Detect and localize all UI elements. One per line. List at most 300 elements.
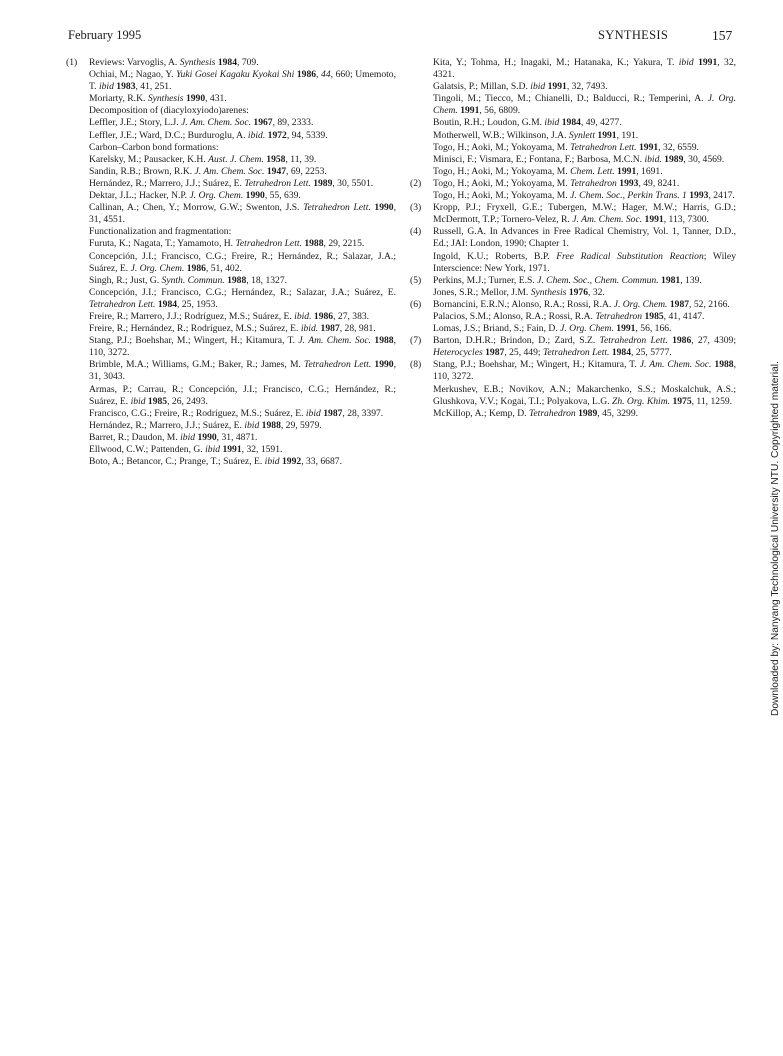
journal-name: ibid — [264, 456, 280, 468]
citation-text: , — [663, 310, 669, 322]
citation-text: , 251. — [149, 81, 172, 93]
citation-text: 31 — [89, 371, 99, 383]
citation-text: 660; Umemoto, T. — [89, 69, 397, 93]
header-date: February 1995 — [68, 28, 142, 42]
citation-text: 1984 — [217, 57, 238, 68]
citation-entry — [433, 275, 736, 287]
journal-name: Tetrahedron — [528, 407, 576, 419]
citation-text: , 1591. — [256, 444, 283, 455]
reference-number: (5) — [410, 274, 422, 286]
citation-text: 1991 — [644, 214, 664, 226]
citation-text: , — [691, 395, 697, 407]
citation-text: , — [597, 407, 603, 419]
citation-text: 1986 — [296, 69, 317, 81]
citation-text: , 6687. — [315, 456, 342, 468]
reference-number: (3) — [410, 202, 422, 214]
citation-entry — [89, 384, 396, 408]
citation-text: 110 — [89, 347, 104, 359]
journal-name: J. Am. Chem. Soc. — [572, 214, 643, 226]
citation-text: Stang, P.J.; Boehshar, M.; Wingert, H.; Kitamura, T. — [433, 359, 640, 371]
citation-text: , 5501. — [346, 177, 374, 189]
citation-text: 1989 — [578, 407, 598, 419]
citation-text: , — [216, 431, 222, 443]
citation-text: , 3397. — [356, 407, 384, 419]
citation-entry — [433, 359, 736, 383]
citation-text: 28 — [347, 407, 357, 419]
download-watermark: Downloaded by: Nanyang Technological University NTU. Copyrighted material. — [770, 361, 781, 716]
citation-text: Dektar, J.L.; Hacker, N.P. — [89, 190, 190, 202]
citation-text: 1981 — [661, 274, 681, 286]
citation-text: 30 — [337, 177, 347, 189]
citation-entry — [433, 202, 736, 226]
citation-text: Leffler, J.E.; Story, L.J. — [89, 117, 182, 129]
citation-text: 1987 — [485, 347, 505, 359]
citation-text: Advances in Free Radical Chemistry — [500, 226, 647, 238]
journal-name: J. Am. Chem. Soc. — [181, 117, 251, 129]
journal-name: 44, — [321, 69, 334, 81]
citation-text: , 2215. — [337, 238, 365, 250]
journal-name: J. Org. Chem. — [189, 190, 244, 202]
citation-entry — [89, 335, 396, 359]
citation-text: 30 — [688, 153, 698, 165]
citation-text: , — [638, 177, 644, 189]
journal-name: Synthesis — [530, 286, 567, 298]
citation-text: , 1691. — [636, 165, 663, 177]
citation-entry — [89, 117, 396, 129]
citation-text: , — [658, 141, 663, 153]
citation-text: 52 — [693, 298, 704, 310]
citation-text: , — [286, 129, 292, 141]
citation-text: , — [683, 153, 689, 165]
citation-text: , 4321. — [433, 57, 737, 81]
citation-text: , 4871. — [231, 431, 258, 443]
citation-text: , Vol. 1, Tanner, D.D., Ed.; JAI: London, 1990; Chapter 1. — [433, 226, 737, 250]
reference-number: (2) — [410, 177, 422, 189]
citation-text: , 5777. — [645, 347, 672, 359]
journal-name: J. Am. Chem. Soc. — [298, 335, 372, 347]
journal-name: Tetrahedron Lett. — [570, 141, 637, 153]
citation-text: Hernández, R.; Marrero, J.J.; Suárez, E. — [89, 177, 245, 189]
journal-name: Tetrahedron Lett. — [304, 359, 372, 371]
citation-text: , 166. — [649, 323, 672, 335]
journal-name: J. Chem. Soc., Chem. Commun. — [537, 274, 659, 286]
citation-text: 11 — [290, 153, 300, 165]
citation-text: , — [264, 190, 270, 202]
citation-text: Merkushev, E.B.; Novikov, A.N.; Makarchenko, S.S.; Moskalchuk, A.S.; Glushkova, V.V.; Kogai, T.I.; Polyakova, L.G. — [433, 383, 736, 407]
citation-text: , 383. — [347, 310, 370, 322]
journal-name: ibid — [678, 57, 694, 68]
citation-text: , 6809. — [493, 105, 521, 117]
citation-text: Carbon–Carbon bond formations: — [89, 141, 219, 153]
citation-text: Kita, Y.; Tohma, H.; Inagaki, M.; Hatanaka, K.; Yakura, T. — [433, 57, 679, 68]
citation-text: ; Wiley Interscience: New York, 1971. — [433, 250, 736, 274]
citation-text: , — [205, 262, 211, 274]
citation-text: 1990 — [374, 359, 394, 371]
citation-text: 49 — [585, 117, 596, 129]
citation-text: 1991 — [547, 81, 567, 93]
reference-block — [66, 57, 396, 468]
header-page-number: 157 — [712, 28, 733, 43]
citation-text: , — [504, 347, 510, 359]
journal-name: ibid. — [247, 129, 266, 141]
citation-entry — [89, 444, 396, 456]
citation-entry — [433, 178, 736, 190]
citation-text: , 191. — [616, 129, 639, 141]
reference-block — [410, 335, 736, 359]
citation-text: Ellwood, C.W.; Pattenden, G. — [89, 444, 206, 455]
citation-text: Ingold, K.U.; Roberts, B.P. — [433, 250, 557, 262]
citation-text: , — [393, 335, 396, 347]
citation-text: Francisco, C.G.; Freire, R.; Rodríguez, M.S.; Suárez, E. — [89, 407, 306, 419]
citation-entry — [89, 93, 396, 105]
reference-number: (1) — [66, 57, 78, 68]
citation-text: 1975 — [672, 395, 692, 407]
citation-entry — [433, 311, 736, 323]
citation-text: , — [241, 444, 247, 455]
citation-entry — [89, 57, 396, 69]
citation-text: 110 — [433, 371, 448, 383]
citation-text: , 4147. — [678, 310, 705, 322]
citation-text: Hernández, R.; Marrero, J.J.; Suárez, E. — [89, 419, 245, 431]
journal-name: ibid. — [294, 310, 312, 322]
journal-name: Tetrahedron Lett. — [244, 177, 311, 189]
citation-text: , 139. — [680, 274, 702, 286]
citation-text: , — [717, 57, 725, 68]
citation-entry — [433, 130, 736, 142]
citation-entry — [433, 154, 736, 166]
citation-text: 1987 — [669, 298, 690, 310]
citation-entry — [433, 190, 736, 202]
journal-name: ibid — [530, 81, 546, 93]
journal-name: ibid — [305, 407, 321, 419]
citation-text: 1984 — [561, 117, 581, 129]
citation-text: 31 — [89, 214, 99, 226]
citation-text: 31 — [221, 431, 232, 443]
reference-number: (7) — [410, 335, 422, 347]
citation-text: 1987 — [320, 323, 340, 335]
citation-text: , — [566, 81, 572, 93]
citation-text: , 5979. — [295, 419, 322, 431]
citation-text: , — [393, 359, 396, 371]
citation-text: 28 — [344, 323, 355, 335]
citation-text: 25 — [181, 298, 192, 310]
citation-entry — [89, 323, 396, 335]
citation-text: 56 — [484, 105, 494, 117]
citation-text: Moriarty, R.K. — [89, 93, 148, 105]
citation-text: Sandin, R.B.; Brown, R.K. — [89, 165, 195, 177]
citation-text: Armas, P.; Carrau, R.; Concepción, J.I.; Francisco, C.G.; Hernández, R.; Suárez, E. — [89, 383, 396, 407]
journal-name: ibid — [205, 444, 221, 455]
citation-text: 51 — [210, 262, 221, 274]
journal-name: ibid — [98, 81, 114, 93]
references-left-column — [66, 57, 396, 468]
citation-text: , — [635, 323, 641, 335]
citation-text: 25 — [509, 347, 519, 359]
citation-text: , 5339. — [301, 129, 328, 141]
citation-text: Bornancini, E.R.N.; Alonso, R.A.; Rossi, R.A. — [433, 298, 614, 310]
citation-entry — [89, 226, 396, 238]
citation-text: 1987 — [323, 407, 343, 419]
citation-text: 1986 — [313, 310, 334, 322]
citation-entry — [433, 335, 736, 359]
citation-text: , 1259. — [705, 395, 733, 407]
citation-text: , — [580, 117, 586, 129]
citation-text: 1991 — [460, 105, 480, 117]
citation-text: , 6559. — [672, 141, 699, 153]
citation-text: 1983 — [116, 81, 136, 93]
citation-text: , — [286, 165, 291, 177]
citation-entry — [89, 238, 396, 250]
citation-text: 1991 — [617, 165, 637, 177]
citation-text: Barret, R.; Daudon, M. — [89, 431, 181, 443]
citation-text: , 449; — [518, 347, 543, 359]
citation-entry — [433, 408, 736, 420]
citation-text: 1991 — [222, 444, 242, 455]
reference-block — [410, 57, 736, 178]
journal-name: Aust. J. Chem. — [208, 153, 264, 165]
journal-name: Tetrahedron Lett. — [89, 298, 156, 310]
journal-name: ibid — [180, 431, 196, 443]
citation-entry — [433, 117, 736, 129]
citation-text: 49 — [643, 177, 653, 189]
journal-name: J. Chem. Soc., Perkin Trans. 1 — [570, 190, 687, 202]
citation-text: , — [631, 347, 636, 359]
citation-text: , 402. — [220, 262, 242, 274]
citation-text: 1990 — [185, 93, 206, 105]
citation-entry — [89, 420, 396, 432]
reference-block — [410, 178, 736, 202]
citation-text: , 431. — [205, 93, 227, 105]
citation-text: 27 — [337, 310, 348, 322]
citation-entry — [89, 287, 396, 311]
reference-block — [410, 299, 736, 335]
journal-name: J. Org. Chem. — [560, 323, 614, 335]
citation-text: Kropp, P.J.; Fryxell, G.E.; Tubergen, M.W.; Hager, M.W.; Harris, G.D.; McDermott, T.P.; Tornero-Velez, R. — [433, 202, 736, 226]
citation-text: 1972 — [267, 129, 287, 141]
citation-text: 1986 — [672, 335, 692, 347]
citation-text: , — [333, 310, 338, 322]
citation-text: , — [323, 238, 329, 250]
journal-name: Synthesis — [147, 93, 184, 105]
journal-name: Tetrahedron Lett. — [599, 335, 668, 347]
reference-number: (8) — [410, 359, 422, 371]
citation-text: , — [332, 177, 338, 189]
citation-text: 1992 — [282, 456, 302, 468]
citation-text: , — [663, 214, 669, 226]
citation-text: 41 — [140, 81, 150, 93]
citation-text: Togo, H.; Aoki, M.; Yokoyama, M. — [433, 141, 571, 153]
citation-text: , — [342, 407, 348, 419]
citation-text: , — [280, 419, 286, 431]
citation-entry — [89, 105, 396, 117]
journal-name: ibid — [544, 117, 560, 129]
citation-entry — [433, 323, 736, 335]
citation-text: , — [177, 298, 182, 310]
citation-entry — [433, 57, 736, 81]
reference-number: (4) — [410, 226, 422, 238]
citation-text: , — [316, 69, 322, 81]
journal-name: J. Org. Chem. — [130, 262, 185, 274]
citation-text: , — [733, 359, 736, 371]
citation-text: 1993 — [619, 177, 639, 189]
citation-text: , 4309; — [707, 335, 737, 347]
citation-text: , 639. — [279, 190, 301, 202]
citation-text: Minisci, F.; Vismara, E.; Fontana, F.; Barbosa, M.C.N. — [433, 153, 645, 165]
citation-text: Functionalization and fragmentation: — [89, 226, 232, 238]
citation-text: Russell, G.A. In — [433, 226, 501, 238]
citation-text: 11 — [696, 395, 706, 407]
citation-text: 113 — [668, 214, 683, 226]
citation-text: Concepción, J.I.; Francisco, C.G.; Hernández, R.; Salazar, J.A.; Suárez, E. — [89, 286, 396, 298]
citation-text: Reviews: Varvoglis, A. — [89, 57, 180, 68]
citation-text: , — [339, 323, 345, 335]
citation-text: , 1953. — [191, 298, 218, 310]
journal-name: Tetrahedron Lett. — [235, 238, 302, 250]
citation-text: 1991 — [597, 129, 617, 141]
journal-name: ibid. — [300, 323, 319, 335]
journal-name: J. Org. Chem. — [433, 93, 736, 117]
citation-text: 29 — [285, 419, 296, 431]
citation-text: Galatsis, P.; Millan, S.D. — [433, 81, 531, 93]
citation-text: 27 — [697, 335, 708, 347]
citation-text: Perkins, M.J.; Turner, E.S. — [433, 274, 538, 286]
citation-text: , 2333. — [286, 117, 314, 129]
citation-text: Barton, D.H.R.; Brindon, D.; Zard, S.Z. — [433, 335, 600, 347]
citation-text: , — [246, 274, 252, 286]
citation-text: , 4569. — [697, 153, 725, 165]
citation-text: Boto, A.; Betancor, C.; Prange, T.; Suárez, E. — [89, 456, 265, 468]
citation-text: 1988 — [304, 238, 324, 250]
citation-text: , — [689, 298, 694, 310]
citation-entry — [89, 154, 396, 166]
citation-text: , 4277. — [595, 117, 622, 129]
citation-text: , — [135, 81, 141, 93]
citation-text: , 2417. — [708, 190, 735, 202]
citation-text: 45 — [602, 407, 612, 419]
citation-text: 1991 — [638, 141, 659, 153]
citation-text: 32 — [246, 444, 257, 455]
citation-text: Togo, H.; Aoki, M.; Yokoyama, M. — [433, 177, 571, 189]
citation-text: 1986 — [186, 262, 206, 274]
citation-entry — [89, 69, 396, 93]
journal-name: Free Radical Substitution Reaction — [556, 250, 704, 262]
citation-text: , 2493. — [181, 395, 208, 407]
citation-text: 1990 — [245, 190, 265, 202]
citation-text: 33 — [305, 456, 316, 468]
journal-name: Tetrahedron — [570, 177, 617, 189]
citation-text: Freire, R.; Marrero, J.J.; Rodríguez, M.S.; Suárez, E. — [89, 310, 295, 322]
citation-entry — [89, 432, 396, 444]
citation-text: Leffler, J.E.; Ward, D.C.; Burduroglu, A. — [89, 129, 248, 141]
reference-block — [410, 275, 736, 299]
reference-block — [410, 202, 736, 226]
citation-text: Singh, R.; Just, G. — [89, 274, 162, 286]
citation-text: 1967 — [253, 117, 273, 129]
citation-text: , 3043. — [98, 371, 125, 383]
citation-text: 1988 — [227, 274, 247, 286]
citation-text: Lomas, J.S.; Briand, S.; Fain, D. — [433, 323, 561, 335]
citation-text: 56 — [640, 323, 650, 335]
citation-text: 55 — [269, 190, 280, 202]
citation-text: , — [272, 117, 278, 129]
citation-text: 1989 — [313, 177, 333, 189]
citation-text: Tingoli, M.; Tiecco, M.; Chianelli, D.; Balducci, R.; Temperini, A. — [433, 93, 708, 105]
journal-name: ibid — [244, 419, 260, 431]
citation-entry — [433, 166, 736, 178]
citation-entry — [89, 359, 396, 383]
citation-text: 1985 — [644, 310, 664, 322]
citation-entry — [433, 226, 736, 250]
citation-entry — [433, 251, 736, 275]
reference-number: (6) — [410, 298, 422, 310]
citation-entry — [433, 287, 736, 299]
journal-name: Tetrahedron Lett. — [303, 202, 371, 214]
citation-text: 25 — [635, 347, 646, 359]
citation-entry — [433, 384, 736, 408]
citation-text: 1991 — [698, 57, 718, 68]
citation-entry — [89, 190, 396, 202]
citation-text: McKillop, A.; Kemp, D. — [433, 407, 529, 419]
citation-entry — [89, 178, 396, 190]
references-right-column — [410, 57, 736, 420]
citation-text: 1985 — [147, 395, 168, 407]
citation-entry — [89, 142, 396, 154]
citation-entry — [89, 202, 396, 226]
citation-text: 1947 — [266, 165, 287, 177]
journal-name: ibid. — [644, 153, 662, 165]
citation-text: , — [479, 105, 485, 117]
citation-text: 1989 — [664, 153, 684, 165]
citation-text: , 7300. — [682, 214, 709, 226]
journal-name: Heterocycles — [433, 347, 483, 359]
citation-text: 1993 — [689, 190, 709, 202]
journal-name: Chem. Lett. — [570, 165, 615, 177]
citation-entry — [89, 251, 396, 275]
citation-entry — [89, 130, 396, 142]
citation-text: 1988 — [714, 359, 734, 371]
citation-text: , — [691, 335, 698, 347]
citation-text: Palacios, S.M.; Alonso, R.A.; Rossi, R.A. — [433, 310, 596, 322]
reference-block — [410, 226, 736, 274]
citation-text: Furuta, K.; Nagata, T.; Yamamoto, H. — [89, 238, 236, 250]
citation-text: Decomposition of (diacyloxyiodo)arenes: — [89, 105, 249, 117]
citation-text: 32 — [571, 81, 582, 93]
citation-text: 89 — [277, 117, 287, 129]
citation-text: 94 — [291, 129, 302, 141]
citation-text: 32 — [724, 57, 734, 68]
citation-text: 29 — [328, 238, 338, 250]
citation-text: Motherwell, W.B.; Wilkinson, J.A. — [433, 129, 569, 141]
citation-text: , 3299. — [611, 407, 639, 419]
citation-text: Jones, S.R.; Mellor, J.M. — [433, 286, 531, 298]
citation-text: , 3272. — [103, 347, 130, 359]
journal-name: ibid — [130, 395, 146, 407]
reference-block — [410, 359, 736, 419]
citation-text: 1984 — [611, 347, 632, 359]
citation-text: 26 — [171, 395, 182, 407]
citation-text: 1976 — [568, 286, 589, 298]
citation-text: 1990 — [374, 202, 394, 214]
citation-text: Stang, P.J.; Boehshar, M.; Wingert, H.; Kitamura, T. — [89, 335, 299, 347]
citation-text: , 8241. — [652, 177, 680, 189]
citation-text: , 709. — [237, 57, 259, 68]
citation-entry — [89, 275, 396, 287]
citation-entry — [433, 93, 736, 117]
citation-text: , 2253. — [300, 165, 327, 177]
citation-entry — [433, 142, 736, 154]
journal-name: Synthesis — [179, 57, 216, 68]
journal-name: J. Am. Chem. Soc. — [194, 165, 265, 177]
